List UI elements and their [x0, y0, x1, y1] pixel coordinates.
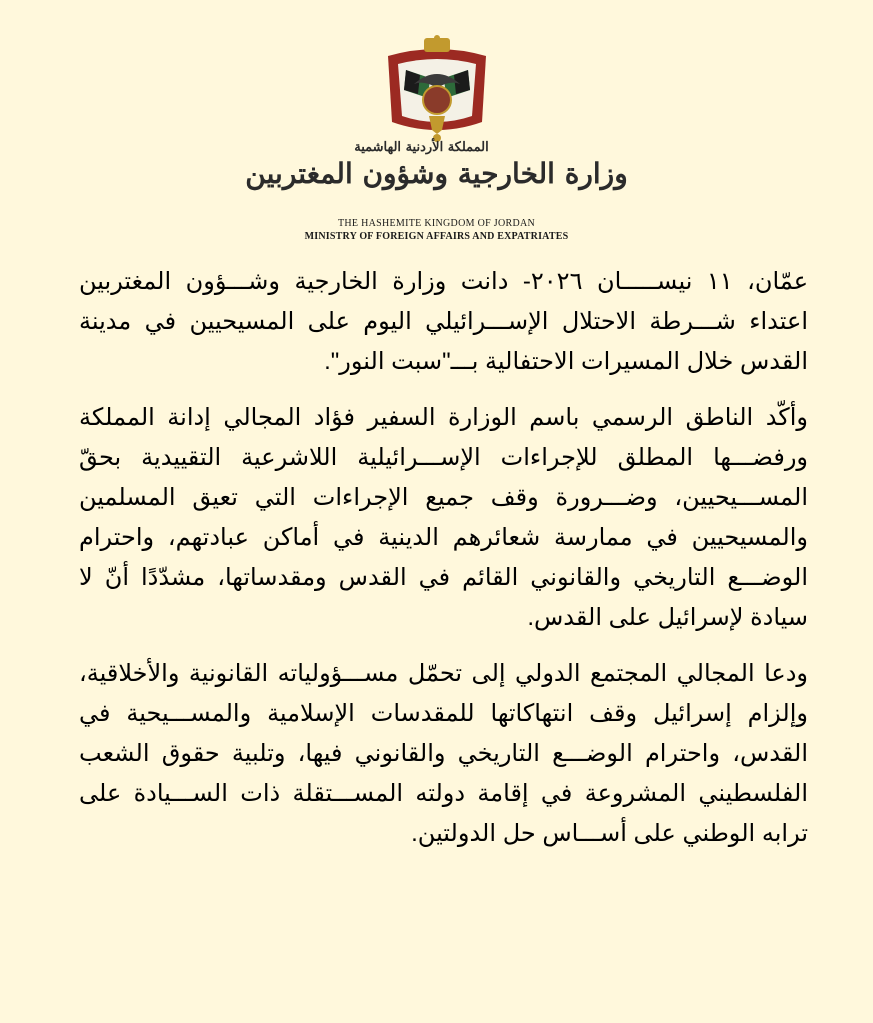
statement-paragraph-1: عمّان، ١١ نيســـــان ٢٠٢٦- دانت وزارة الخارجية وشـــؤون المغتربين اعتداء شـــرطة الاحتلال الإســـرائيلي اليوم على المسيحيين في مدينة القدس خلال المسيرات الاحتفالية بـــ"سبت النور".: [79, 268, 809, 375]
arabic-ministry-name: وزارة الخارجية وشؤون المغتربين: [245, 157, 628, 190]
english-kingdom-name: THE HASHEMITE KINGDOM OF JORDAN: [337, 218, 536, 229]
statement-paragraph-3: ودعا المجالي المجتمع الدولي إلى تحمّل مســـؤولياته القانونية والأخلاقية، وإلزام إسرائيل وقف انتهاكاتها للمقدسات الإسلامية والمســـيحية في القدس، واحترام الوضـــع التاريخي والقانوني فيها، وتلبية حقوق الشعب الفلسطيني المشروعة في إقامة دولته المســـتقلة ذات الســـيادة على ترابه الوطني على أســـاس حل الدولتين.: [79, 660, 808, 847]
english-letterhead: [0, 218, 873, 244]
statement-body: [79, 262, 808, 870]
english-ministry-name: MINISTRY OF FOREIGN AFFAIRS AND EXPATRIATES: [304, 231, 569, 242]
arabic-letterhead: [0, 140, 873, 190]
statement-paragraph-2: وأكّد الناطق الرسمي باسم الوزارة السفير فؤاد المجالي إدانة المملكة ورفضـــها المطلق للإجراءات الإســـرائيلية اللاشرعية التقييدية بحقّ المســـيحيين، وضـــرورة وقف جميع الإجراءات التي تعيق المسلمين والمسيحيين في ممارسة شعائرهم الدينية في أماكن عبادتهم، واحترام الوضـــع التاريخي والقانوني القائم في القدس ومقدساتها، مشدّدًا أنّ لا سيادة لإسرائيل على القدس.: [79, 404, 808, 631]
arabic-kingdom-name: المملكة الأردنية الهاشمية: [354, 140, 489, 155]
jordan-coat-of-arms-icon: [380, 34, 494, 144]
